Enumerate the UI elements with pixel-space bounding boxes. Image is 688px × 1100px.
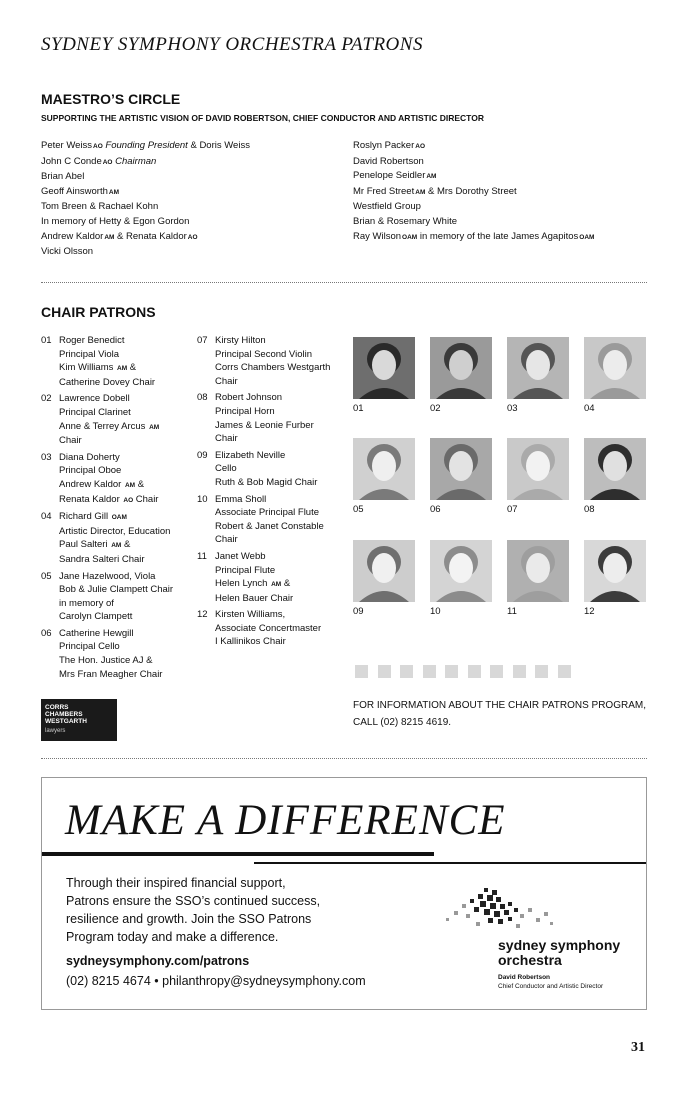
entry-line [59, 464, 191, 478]
name-text: Roslyn Packer [353, 140, 415, 151]
sso-name-line: sydney symphony [498, 937, 621, 953]
entry-line [215, 405, 347, 419]
patron-name [41, 155, 250, 171]
entry-line [59, 654, 191, 668]
name-text: Principal Clarinet [59, 406, 131, 418]
portrait-icon [584, 540, 646, 602]
name-text: Robert & Janet Constable [215, 520, 324, 532]
divider [41, 758, 647, 759]
corrs-chambers-westgarth-logo [41, 699, 117, 741]
portrait-icon [353, 540, 415, 602]
entry-line [215, 550, 347, 564]
name-text: Geoff Ainsworth [41, 185, 108, 197]
musician-photo [430, 337, 492, 399]
musician-photo [353, 540, 415, 602]
musician-photo [507, 337, 569, 399]
entry-number: 09 [197, 449, 208, 461]
honour-suffix: AO [187, 233, 198, 241]
decorative-square [490, 665, 503, 678]
name-text: Westfield Group [353, 201, 421, 213]
honour-suffix: AO [102, 158, 113, 166]
name-text: Catherine Hewgill [59, 627, 134, 639]
chair-patron-entry [41, 570, 191, 624]
name-text: The Hon. Justice AJ & [59, 655, 153, 667]
name-text: James & Leonie Furber [215, 419, 314, 431]
logo-line: CORRS [45, 704, 69, 711]
photo-label: 01 [353, 403, 364, 414]
chair-patron-entry [197, 449, 347, 490]
chair-patron-entry [41, 451, 191, 507]
name-text: Helen Lynch [215, 578, 271, 590]
entry-line [59, 406, 191, 420]
portrait-icon [353, 337, 415, 399]
chair-patrons-heading: CHAIR PATRONS [41, 304, 156, 320]
name-text: Artistic Director, Education [59, 525, 171, 537]
name-text: Principal Horn [215, 405, 275, 417]
patron-name [353, 200, 594, 215]
entry-line [215, 462, 347, 476]
entry-line [59, 597, 191, 611]
ad-title: MAKE A DIFFERENCE [65, 797, 506, 844]
name-text: Kim Williams [59, 362, 116, 374]
name-text: Ruth & Bob Magid Chair [215, 476, 318, 488]
sso-logo-text [498, 938, 620, 968]
entry-line [59, 610, 191, 624]
name-text: in memory of the late James Agapitos [417, 230, 579, 242]
name-text: Cello [215, 463, 237, 475]
entry-line [59, 478, 191, 493]
ad-body-line: Program today and make a difference. [66, 930, 279, 944]
photo-label: 10 [430, 606, 441, 617]
name-text: Chair [59, 435, 82, 447]
name-text: Janet Webb [215, 550, 266, 562]
portrait-icon [430, 540, 492, 602]
name-text: Kirsten Williams, [215, 609, 286, 621]
entry-number: 05 [41, 570, 52, 582]
entry-line [59, 348, 191, 362]
sso-name-line: orchestra [498, 952, 562, 968]
entry-line [215, 334, 347, 348]
chair-patron-entry [41, 334, 191, 389]
name-text: Principal Viola [59, 348, 120, 360]
entry-number: 07 [197, 335, 208, 346]
photo-label: 11 [507, 606, 517, 617]
maestros-circle-heading: MAESTRO’S CIRCLE [41, 91, 181, 107]
honour-suffix: AM [271, 581, 282, 589]
honour-suffix: AO [123, 496, 134, 504]
name-text: Corrs Chambers Westgarth [215, 362, 331, 374]
portrait-icon [430, 337, 492, 399]
entry-line [215, 520, 347, 534]
name-text: Elizabeth Neville [215, 449, 286, 461]
name-text: Brian Abel [41, 171, 85, 183]
honour-suffix: AM [104, 233, 115, 241]
patron-name [41, 139, 250, 155]
patron-name [41, 245, 250, 260]
entry-line [215, 493, 347, 507]
name-text: Sandra Salteri Chair [59, 553, 145, 565]
chair-patron-entry [41, 392, 191, 447]
logo-line: CHAMBERS [45, 711, 83, 718]
logo-tagline: lawyers [45, 728, 66, 734]
chair-patron-entry [197, 608, 347, 649]
portrait-icon [507, 438, 569, 500]
name-text: Bob & Julie Clampett Chair [59, 584, 174, 596]
name-text: Kirsty Hilton [215, 335, 266, 346]
patron-name [353, 155, 594, 170]
name-text: Paul Salteri [59, 539, 111, 551]
entry-number: 11 [197, 550, 207, 562]
name-text: Roger Benedict [59, 335, 125, 346]
director-name: David Robertson [498, 974, 551, 981]
name-text: Chair [215, 375, 238, 387]
portrait-icon [584, 337, 646, 399]
entry-number: 02 [41, 393, 52, 405]
patron-name [41, 200, 250, 215]
entry-number: 06 [41, 627, 52, 639]
divider [41, 282, 647, 283]
musician-photo [353, 337, 415, 399]
entry-line [59, 640, 191, 654]
make-a-difference-ad [41, 777, 647, 1010]
chair-patrons-info: FOR INFORMATION ABOUT THE CHAIR PATRONS PROGRAM, CALL (02) 8215 4619. [353, 700, 646, 728]
name-text: Vicki Olsson [41, 246, 94, 258]
entry-line [59, 392, 191, 406]
honour-suffix: AO [415, 143, 425, 150]
photo-label: 04 [584, 403, 595, 414]
name-text: Lawrence Dobell [59, 393, 130, 405]
name-text: Chair [215, 534, 238, 546]
name-text: Andrew Kaldor [59, 478, 124, 490]
name-text: & Renata Kaldor [114, 230, 187, 242]
name-text: & [121, 539, 131, 551]
entry-number: 03 [41, 451, 52, 463]
entry-number: 12 [197, 609, 208, 621]
decorative-square [445, 665, 458, 678]
name-text: John C Conde [41, 155, 102, 167]
honour-suffix: AM [415, 188, 426, 196]
photo-label: 02 [430, 403, 441, 414]
name-text: & [135, 478, 145, 490]
name-text: Jane Hazelwood, Viola [59, 570, 156, 582]
patron-name [41, 215, 250, 230]
patron-name [353, 215, 594, 230]
entry-line [59, 493, 191, 508]
ad-body-line: resilience and growth. Join the SSO Patrons [66, 912, 312, 926]
entry-line [215, 506, 347, 520]
decorative-square [423, 665, 436, 678]
chair-patron-entry [197, 550, 347, 605]
entry-line [59, 434, 191, 448]
name-text: Principal Cello [59, 641, 120, 653]
name-text: Anne & Terrey Arcus [59, 420, 149, 432]
entry-line [59, 334, 191, 348]
entry-line [215, 577, 347, 592]
entry-line [59, 420, 191, 435]
decorative-square [355, 665, 368, 678]
maestro-list-left [41, 139, 250, 260]
name-text: Robert Johnson [215, 392, 283, 404]
entry-line [59, 376, 191, 390]
maestros-circle-subheading: SUPPORTING THE ARTISTIC VISION OF DAVID ROBERTSON, CHIEF CONDUCTOR AND ARTISTIC DIRECTOR [41, 113, 484, 123]
musician-photo [584, 438, 646, 500]
decorative-square [400, 665, 413, 678]
name-text: Catherine Dovey Chair [59, 376, 156, 388]
entry-line [215, 449, 347, 463]
name-text: Emma Sholl [215, 493, 267, 505]
entry-line [59, 570, 191, 584]
entry-line [215, 635, 347, 649]
entry-line [215, 361, 347, 375]
entry-line [215, 476, 347, 490]
page-title: SYDNEY SYMPHONY ORCHESTRA PATRONS [41, 34, 423, 55]
chair-patron-entry [41, 627, 191, 681]
maestro-list-right [353, 139, 594, 245]
name-text: Principal Oboe [59, 465, 122, 477]
name-text: Associate Concertmaster [215, 622, 322, 634]
name-text: In memory of Hetty & Egon Gordon [41, 215, 190, 227]
honour-suffix: AM [124, 481, 136, 489]
patron-name [41, 170, 250, 185]
entry-line [59, 668, 191, 682]
entry-number: 01 [41, 335, 52, 346]
role-title: Chairman [112, 155, 157, 167]
patron-name [41, 230, 250, 246]
ad-body [66, 874, 320, 946]
honour-suffix: AM [111, 542, 122, 550]
musician-photo [353, 438, 415, 500]
entry-line [59, 451, 191, 465]
portrait-icon [353, 438, 415, 500]
entry-number: 08 [197, 392, 208, 404]
entry-line [59, 583, 191, 597]
musician-photo [430, 438, 492, 500]
entry-line [215, 564, 347, 578]
photo-label: 09 [353, 606, 364, 617]
entry-line [215, 419, 347, 433]
entry-line [215, 608, 347, 622]
chair-patron-entry [41, 510, 191, 566]
decorative-square [468, 665, 481, 678]
entry-line [215, 391, 347, 405]
entry-line [215, 622, 347, 636]
chair-patron-entry [197, 493, 347, 547]
entry-line [59, 525, 191, 539]
photo-label: 05 [353, 504, 364, 515]
name-text: Principal Second Violin [215, 348, 312, 360]
ad-body-line: Patrons ensure the SSO’s continued success, [66, 894, 321, 908]
name-text: David Robertson [353, 155, 424, 167]
name-text: Associate Principal Flute [215, 507, 320, 519]
musician-photo [507, 438, 569, 500]
name-text: Tom Breen & Rachael Kohn [41, 201, 159, 213]
honour-suffix: AO [93, 143, 103, 150]
page-number: 31 [631, 1040, 645, 1055]
name-text: Brian & Rosemary White [353, 215, 458, 227]
patrons-url-link[interactable]: sydneysymphony.com/patrons [66, 954, 250, 968]
musician-photo [507, 540, 569, 602]
portrait-icon [584, 438, 646, 500]
portrait-icon [507, 337, 569, 399]
contact-line: (02) 8215 4674 • philanthropy@sydneysymphony.com [66, 974, 366, 988]
entry-number: 04 [41, 511, 52, 523]
name-text: Renata Kaldor [59, 493, 123, 505]
name-text: in memory of [59, 597, 114, 609]
honour-suffix: AM [426, 173, 437, 181]
chair-patron-entry [197, 334, 347, 388]
role-title: Founding President [102, 140, 188, 151]
entry-number: 10 [197, 493, 208, 505]
entry-line [59, 510, 191, 525]
photo-label: 12 [584, 606, 595, 617]
decorative-square [513, 665, 526, 678]
name-text: Carolyn Clampett [59, 611, 133, 623]
musician-photo [584, 337, 646, 399]
director-title: Chief Conductor and Artistic Director [498, 983, 604, 990]
honour-suffix: AM [108, 188, 119, 196]
ad-rule-thick [42, 852, 434, 856]
honour-suffix: AM [117, 365, 128, 373]
entry-line [215, 432, 347, 446]
entry-line [59, 538, 191, 553]
patron-name [353, 169, 594, 185]
entry-line [59, 553, 191, 567]
entry-line [59, 361, 191, 376]
name-text: & Doris Weiss [187, 140, 250, 151]
name-text: Helen Bauer Chair [215, 592, 294, 604]
name-text: Diana Doherty [59, 451, 120, 463]
name-text: Ray Wilson [353, 230, 402, 242]
name-text: Mr Fred Street [353, 185, 415, 197]
photo-label: 07 [507, 504, 518, 515]
portrait-icon [430, 438, 492, 500]
photo-label: 08 [584, 504, 595, 515]
name-text: & Mrs Dorothy Street [425, 185, 517, 197]
photo-label: 06 [430, 504, 441, 515]
honour-suffix: OAM [402, 233, 418, 241]
ad-rule-thin [254, 862, 646, 864]
patron-name [353, 139, 594, 155]
name-text: & [127, 362, 137, 374]
entry-line [215, 533, 347, 547]
ad-body-line: Through their inspired financial support, [66, 876, 286, 890]
name-text: Andrew Kaldor [41, 230, 104, 242]
decorative-square [535, 665, 548, 678]
name-text: & [281, 578, 291, 590]
patron-name [353, 230, 594, 246]
honour-suffix: OAM [579, 233, 595, 241]
name-text: Chair [215, 433, 238, 445]
name-text: Richard Gill [59, 511, 111, 523]
musician-photo [584, 540, 646, 602]
name-text: Chair [133, 493, 159, 505]
chair-patrons-list-2 [197, 334, 347, 652]
entry-line [59, 627, 191, 641]
chair-patrons-list-1 [41, 334, 191, 684]
portrait-icon [507, 540, 569, 602]
patron-name [353, 185, 594, 201]
name-text: I Kallinikos Chair [215, 636, 286, 648]
honour-suffix: OAM [111, 514, 127, 522]
sso-logo-mark-icon [440, 884, 560, 939]
logo-line: WESTGARTH [45, 718, 87, 725]
decorative-square [378, 665, 391, 678]
name-text: Penelope Seidler [353, 170, 426, 182]
chair-patron-entry [197, 391, 347, 445]
name-text: Principal Flute [215, 564, 276, 576]
name-text: Mrs Fran Meagher Chair [59, 668, 163, 680]
name-text: Peter Weiss [41, 140, 93, 151]
entry-line [215, 375, 347, 389]
photo-label: 03 [507, 403, 518, 414]
musician-photo [430, 540, 492, 602]
entry-line [215, 348, 347, 362]
patron-name [41, 185, 250, 201]
honour-suffix: AM [149, 423, 160, 431]
entry-line [215, 592, 347, 606]
decorative-square [558, 665, 571, 678]
